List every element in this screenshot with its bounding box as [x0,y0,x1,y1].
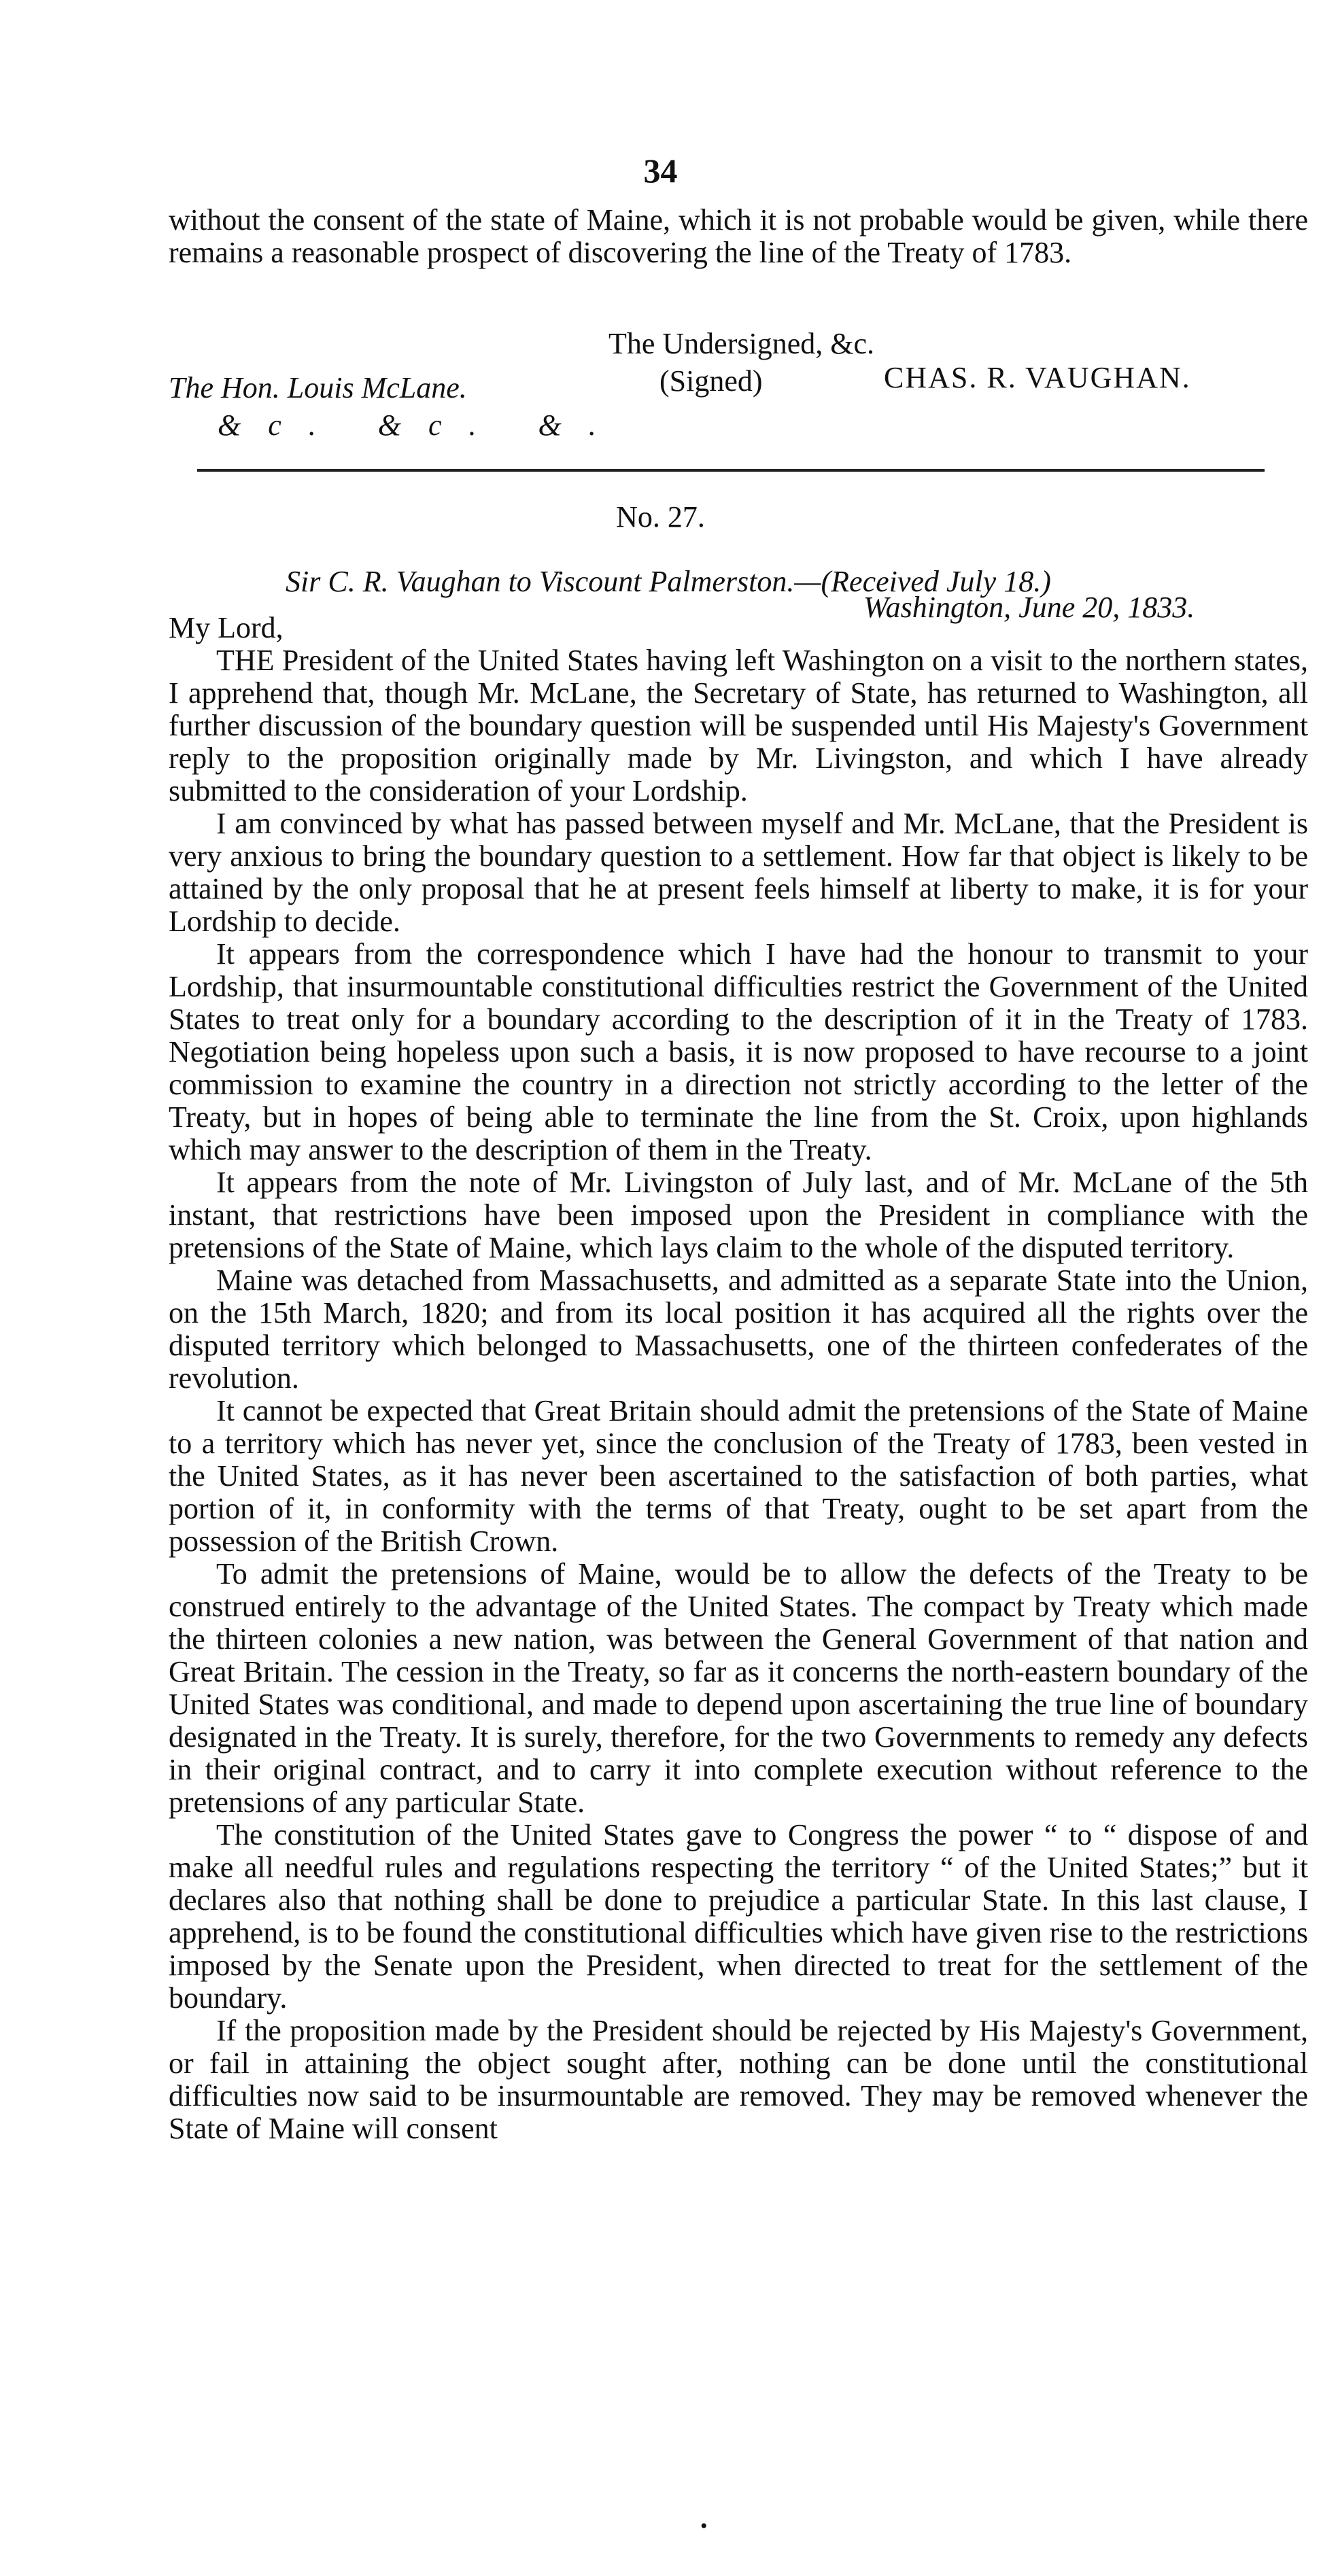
letter-body [169,644,1308,2145]
continuation-paragraph: without the consent of the state of Maine, which it is not probable would be given, while there remains a reasonable prospect of discovering the line of the Treaty of 1783. [169,203,1308,269]
body-paragraph: It appears from the note of Mr. Livingston of July last, and of Mr. McLane of the 5th instant, that restrictions have been imposed upon the President in compliance with the pretensions of the State of Maine, which lays claim to the whole of the disputed territory. [169,1166,1308,1264]
document-number: No. 27. [616,500,705,534]
addressee: The Hon. Louis McLane. [169,371,467,404]
body-paragraph: It appears from the correspondence which I have had the honour to transmit to your Lordship, that insurmountable constitutional difficulties restrict the Government of the United States to treat only for a boundary according to the description of it in the Treaty of 1783. Negotiation being hopeless upon such a basis, it is now proposed to have recourse to a joint commission to examine the country in a direction not strictly according to the letter of the Treaty, but in hopes of being able to terminate the line from the St. Croix, upon highlands which may answer to the description of them in the Treaty. [169,937,1308,1166]
signature-undersigned: The Undersigned, &c. [608,327,874,360]
body-paragraph: It cannot be expected that Great Britain should admit the pretensions of the State of Maine to a territory which has never yet, since the conclusion of the Treaty of 1783, been vested in the United States, as it has never been ascertained to the satisfaction of both parties, what portion of it, in conformity with the terms of that Treaty, ought to be set apart from the possession of the British Crown. [169,1394,1308,1558]
addressee-etc: &c. &c. &. [218,408,623,442]
body-paragraph: Maine was detached from Massachusetts, and admitted as a separate State into the Union, on the 15th March, 1820; and from its local position it has acquired all the rights over the disputed territory which belonged to Massachusetts, one of the thirteen confederates of the revolution. [169,1264,1308,1395]
footer-mark: • [700,2515,708,2537]
body-paragraph: To admit the pretensions of Maine, would be to allow the defects of the Treaty to be construed entirely to the advantage of the United States. The compact by Treaty which made the thirteen colonies a new nation, was between the General Government of that nation and Great Britain. The cession in the Treaty, so far as it concerns the north-eastern boundary of the United States was conditional, and made to depend upon ascertaining the true line of boundary designated in the Treaty. It is surely, therefore, for the two Governments to remedy any defects in their original contract, and to carry it into complete execution without reference to the pretensions of any particular State. [169,1557,1308,1819]
body-paragraph: The constitution of the United States gave to Congress the power “ to “ dispose of and make all needful rules and regulations respecting the territory “ of the United States;” but it declares also that nothing shall be done to prejudice a particular State. In this last clause, I apprehend, is to be found the constitutional difficulties which have given rise to the restrictions imposed by the Senate upon the President, when directed to treat for the settlement of the boundary. [169,1818,1308,2015]
continuation-text [169,204,1308,269]
section-divider [197,469,1265,472]
page-number: 34 [643,152,678,190]
signer-name: CHAS. R. VAUGHAN. [884,361,1191,394]
body-paragraph: I am convinced by what has passed between myself and Mr. McLane, that the President is very anxious to bring the boundary question to a settlement. How far that object is likely to be attained by the only proposal that he at present feels himself at liberty to make, it is for your Lordship to decide. [169,807,1308,938]
dateline: Washington, June 20, 1833. [863,591,1195,624]
signature-signed: (Signed) [659,364,763,398]
salutation: My Lord, [169,611,284,644]
document-heading: Sir C. R. Vaughan to Viscount Palmerston.—(Received July 18.) [286,565,1051,598]
body-paragraph: If the proposition made by the President should be rejected by His Majesty's Government, or fail in attaining the object sought after, nothing can be done until the constitutional difficulties now said to be insurmountable are removed. They may be removed whenever the State of Maine will consent [169,2014,1308,2145]
body-paragraph: THE President of the United States having left Washington on a visit to the northern states, I apprehend that, though Mr. McLane, the Secretary of State, has returned to Washington, all further discussion of the boundary question will be suspended until His Majesty's Government reply to the proposition originally made by Mr. Livingston, and which I have already submitted to the consideration of your Lordship. [169,644,1308,807]
